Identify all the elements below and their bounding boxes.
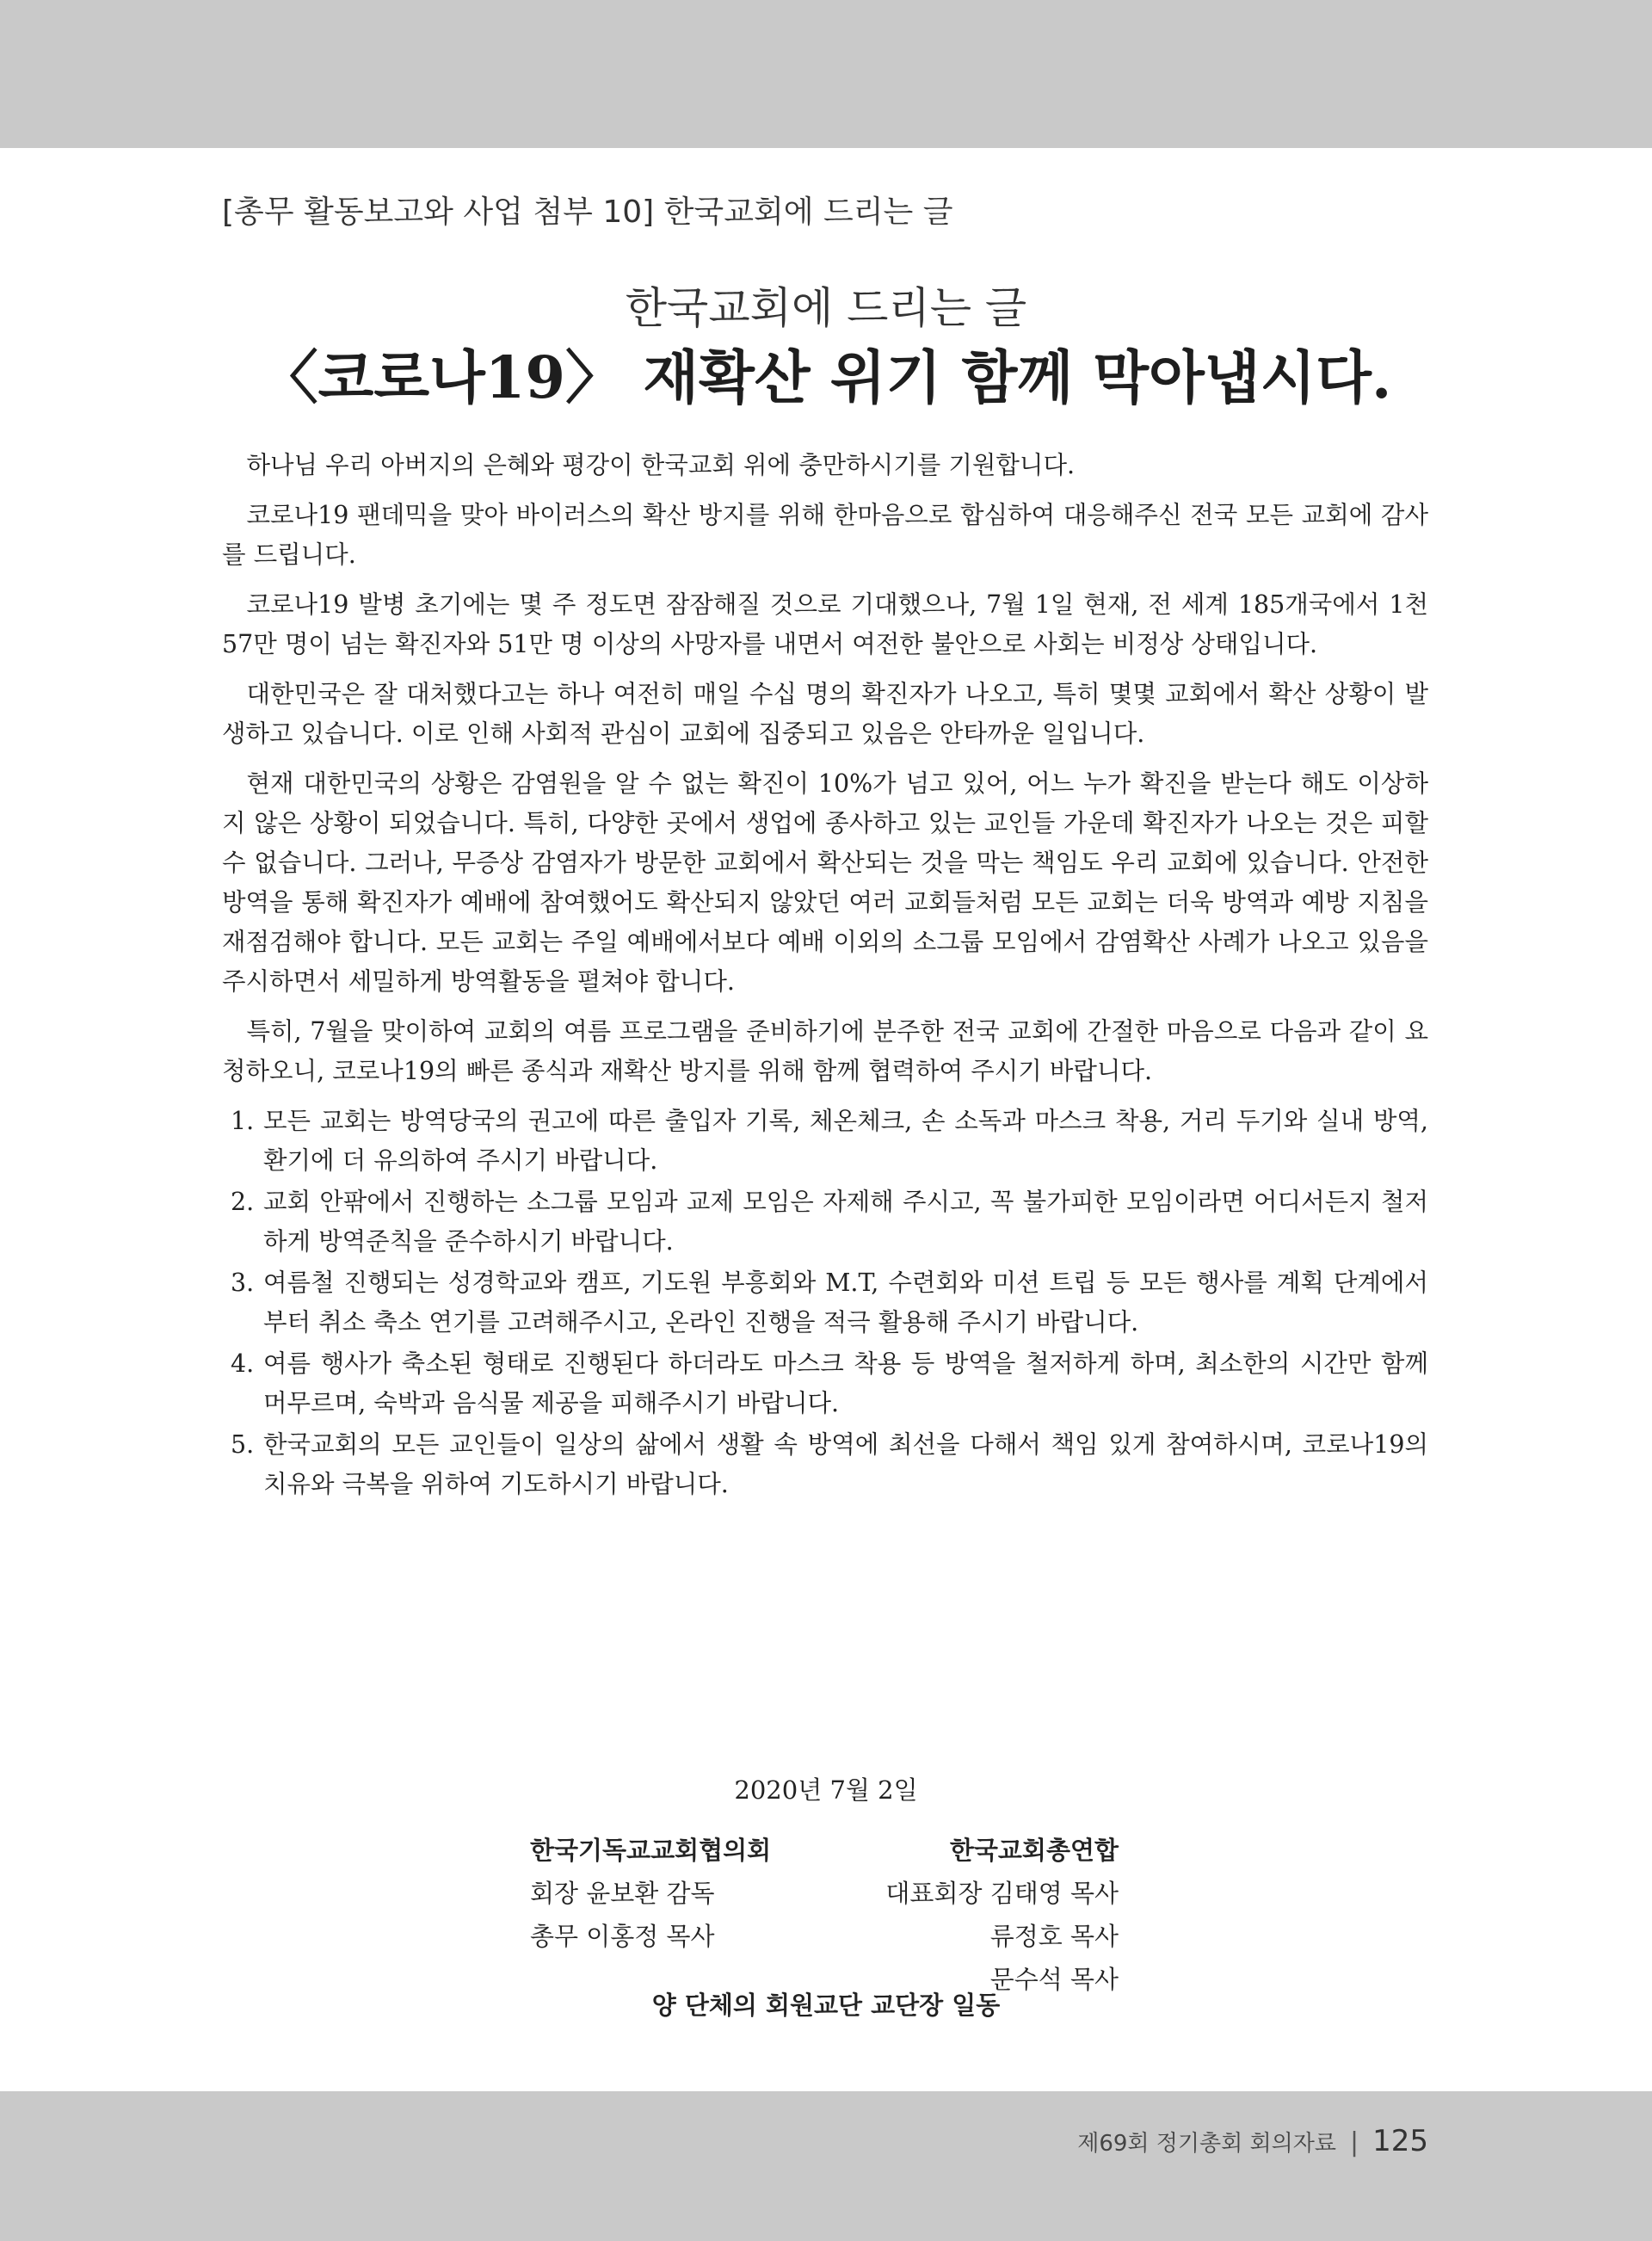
list-item (222, 1263, 1428, 1343)
closing-line: 양 단체의 회원교단 교단장 일동 (651, 1991, 1001, 2020)
list-item-text: 교회 안팎에서 진행하는 소그룹 모임과 교제 모임은 자제해 주시고, 꼭 불가피한 모임이라면 어디서든지 철저하게 방역준칙을 준수하시기 바랍니다. (263, 1188, 1428, 1256)
signatory-line: 류정호 목사 (989, 1922, 1119, 1951)
page-number: 125 (1372, 2124, 1428, 2158)
list-item-number: 3. (231, 1269, 255, 1297)
paragraph: 코로나19 발병 초기에는 몇 주 정도면 잠잠해질 것으로 기대했으나, 7월 1일 현재, 전 세계 185개국에서 1천 57만 명이 넘는 확진자와 51만 명 이상의 사망자를 내면서 여전한 불안으로 사회는 비정상 상태입니다. (222, 590, 1428, 658)
list-item-number: 4. (231, 1349, 255, 1378)
bottom-gray-band (0, 2091, 1652, 2241)
paragraph: 코로나19 팬데믹을 맞아 바이러스의 확산 방지를 위해 한마음으로 합심하여 대응해주신 전국 모든 교회에 감사를 드립니다. (222, 501, 1428, 569)
paragraph: 현재 대한민국의 상황은 감염원을 알 수 없는 확진이 10%가 넘고 있어, 어느 누가 확진을 받는다 해도 이상하지 않은 상황이 되었습니다. 특히, 다양한 곳에서 생업에 종사하고 있는 교인들 가운데 확진자가 나오는 것은 피할 수 없습니다. 그러나, 무증상 감염자가 방문한 교회에서 확산되는 것을 막는 책임도 우리 교회에 있습니다. 안전한 방역을 통해 확진자가 예배에 참여했어도 확산되지 않았던 여러 교회들처럼 모든 교회는 더욱 방역과 예방 지침을 재점검해야 합니다. 모든 교회는 주일 예배에서보다 예배 이외의 소그룹 모임에서 감염확산 사례가 나오고 있음을 주시하면서 세밀하게 방역활동을 펼쳐야 합니다. (222, 769, 1428, 996)
signatory-left (530, 1829, 771, 1958)
signatory-org-name: 한국교회총연합 (949, 1836, 1119, 1865)
section-header: [총무 활동보고와 사업 첨부 10] 한국교회에 드리는 글 (222, 194, 953, 230)
document-headline: 〈코로나19〉 재확산 위기 함께 막아냅시다. (260, 343, 1392, 411)
footer-separator: | (1349, 2127, 1359, 2158)
paragraph: 하나님 우리 아버지의 은혜와 평강이 한국교회 위에 충만하시기를 기원합니다. (246, 451, 1076, 479)
document-body (222, 446, 1428, 1506)
list-item (222, 1425, 1428, 1504)
signatory-right (885, 1829, 1119, 2001)
list-item-text: 한국교회의 모든 교인들이 일상의 삶에서 생활 속 방역에 최선을 다해서 책임 있게 참여하시며, 코로나19의 치유와 극복을 위하여 기도하시기 바랍니다. (263, 1430, 1428, 1498)
paragraph: 대한민국은 잘 대처했다고는 하나 여전히 매일 수십 명의 확진자가 나오고, 특히 몇몇 교회에서 확산 상황이 발생하고 있습니다. 이로 인해 사회적 관심이 교회에 집중되고 있음은 안타까운 일입니다. (222, 680, 1428, 748)
signatory-line: 대표회장 김태영 목사 (885, 1879, 1119, 1908)
top-gray-band (0, 0, 1652, 148)
signatory-line: 총무 이홍정 목사 (530, 1922, 715, 1951)
footer-label: 제69회 정기총회 회의자료 (1077, 2131, 1336, 2157)
signatory-org-name: 한국기독교교회협의회 (530, 1836, 772, 1865)
list-item-text: 여름철 진행되는 성경학교와 캠프, 기도원 부흥회와 M.T, 수련회와 미션 트립 등 모든 행사를 계획 단계에서부터 취소 축소 연기를 고려해주시고, 온라인 진행을 적극 활용해 주시기 바랍니다. (263, 1269, 1428, 1337)
list-item-number: 5. (231, 1430, 255, 1459)
signatory-line: 문수석 목사 (989, 1965, 1119, 1994)
list-item (222, 1102, 1428, 1181)
list-item (222, 1344, 1428, 1423)
signatory-line: 회장 윤보환 감독 (530, 1879, 715, 1908)
document-date: 2020년 7월 2일 (734, 1775, 918, 1805)
list-item-number: 1. (231, 1107, 255, 1135)
list-item-text: 여름 행사가 축소된 형태로 진행된다 하더라도 마스크 착용 등 방역을 철저하게 하며, 최소한의 시간만 함께 머무르며, 숙박과 음식물 제공을 피해주시기 바랍니다. (263, 1349, 1428, 1417)
request-list (222, 1102, 1428, 1504)
list-item-text: 모든 교회는 방역당국의 권고에 따른 출입자 기록, 체온체크, 손 소독과 마스크 착용, 거리 두기와 실내 방역, 환기에 더 유의하여 주시기 바랍니다. (263, 1107, 1428, 1175)
document-title: 한국교회에 드리는 글 (625, 283, 1027, 333)
list-item-number: 2. (231, 1188, 255, 1216)
page-footer (1077, 2124, 1428, 2158)
list-item (222, 1182, 1428, 1262)
paragraph: 특히, 7월을 맞이하여 교회의 여름 프로그램을 준비하기에 분주한 전국 교회에 간절한 마음으로 다음과 같이 요청하오니, 코로나19의 빠른 종식과 재확산 방지를 위해 함께 협력하여 주시기 바랍니다. (222, 1017, 1428, 1085)
